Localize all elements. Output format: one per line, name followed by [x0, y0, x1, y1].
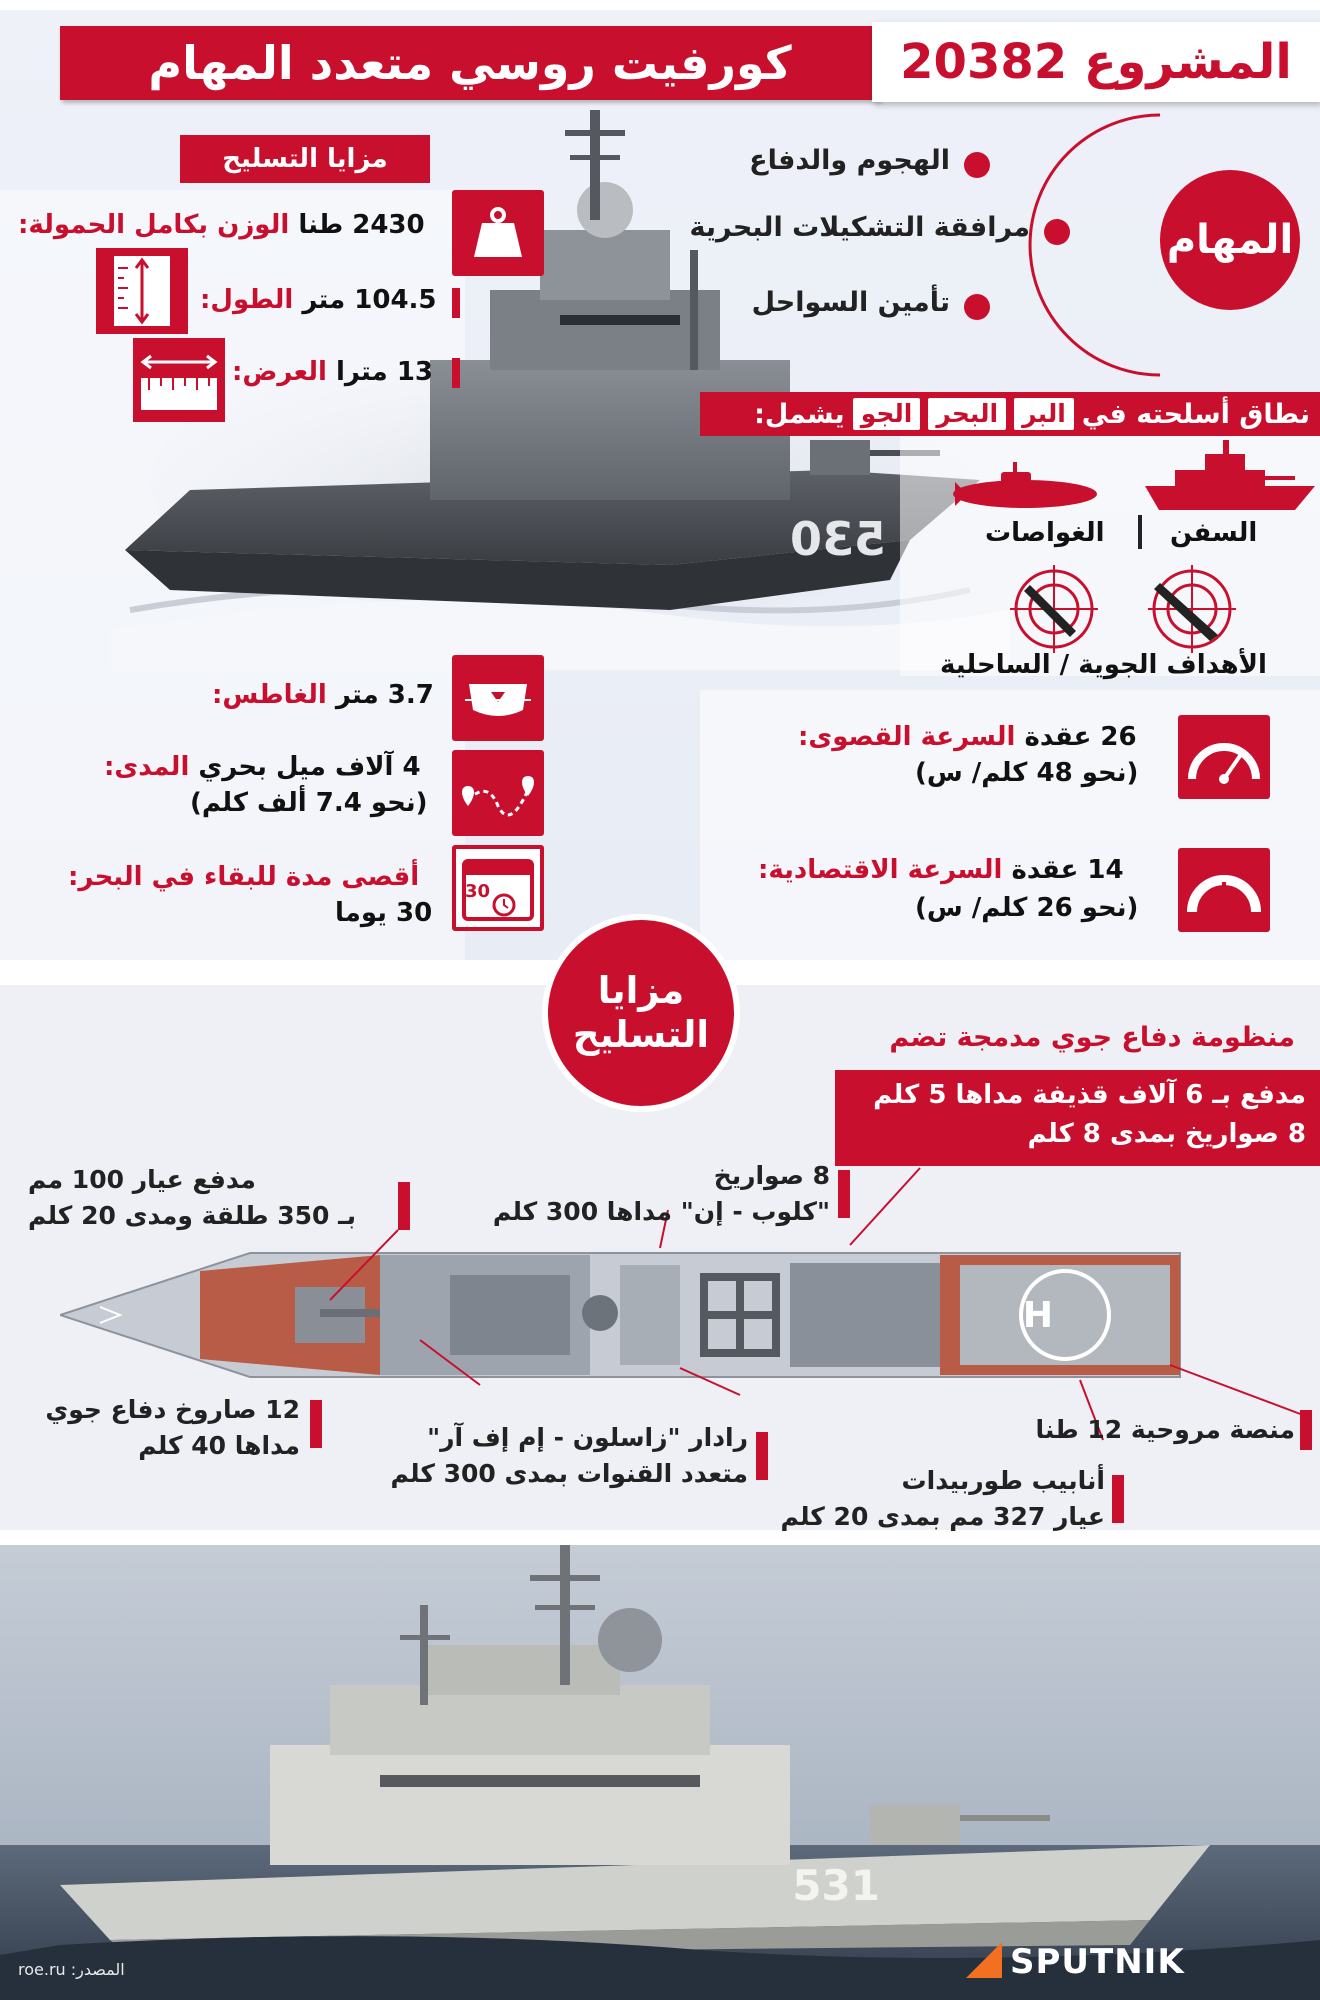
radar-line1: رادار "زاسلون - إم إف آر" [427, 1423, 748, 1452]
armament-heading-line2: التسليح [572, 1013, 710, 1056]
range-value-km: (نحو 7.4 ألف كلم) [190, 788, 428, 818]
title-banner [60, 26, 880, 100]
width-value: 13 مترا [335, 357, 434, 387]
endurance-label-text: أقصى مدة للبقاء في البحر: [68, 862, 420, 892]
gun-line1: مدفع عيار 100 مم [28, 1165, 256, 1194]
chip-air: الجو [853, 398, 921, 430]
source-credit: المصدر: roe.ru [18, 1960, 125, 1979]
air-defense-line1: مدفع بـ 6 آلاف قذيفة مداها 5 كلم [873, 1080, 1306, 1110]
width-spec [232, 357, 433, 387]
weight-value: 2430 طنا [298, 210, 425, 240]
mission-bullet [1044, 219, 1070, 245]
missiles-line2: "كلوب - إن" مداها 300 كلم [492, 1197, 830, 1227]
weight-icon [452, 190, 544, 276]
endurance-label [68, 862, 419, 892]
weight-spec [18, 210, 425, 240]
missions-heading [1160, 170, 1300, 310]
air-target-icon [1010, 565, 1098, 653]
accent-bar [398, 1182, 410, 1230]
draft-label: الغاطس: [212, 680, 327, 710]
weapons-range-bar [700, 392, 1320, 436]
air-defense-line2: 8 صواريخ بمدى 8 كلم [1027, 1119, 1306, 1149]
submarine-icon [945, 462, 1097, 510]
accent-bar [452, 288, 460, 318]
torpedo-line2: عيار 327 مم بمدى 20 كلم [780, 1502, 1105, 1532]
max-speed-label: السرعة القصوى: [798, 722, 1016, 752]
coastal-target-icon [1148, 565, 1236, 653]
max-speed-spec [798, 722, 1137, 752]
missiles-callout [450, 1158, 830, 1231]
features-tag [180, 135, 430, 183]
range-label: المدى: [104, 752, 190, 782]
calendar-day-number: 30 [464, 881, 490, 902]
corvette-photo [0, 1545, 1320, 2000]
calendar-icon [452, 845, 544, 931]
accent-bar [310, 1400, 322, 1448]
mission-bullet [964, 152, 990, 178]
max-speed-value: 26 عقدة [1024, 722, 1137, 752]
endurance-value: 30 يوما [335, 898, 433, 928]
ships-label: السفن [1170, 518, 1258, 548]
missiles-line1: 8 صواريخ [713, 1161, 830, 1190]
targets-label: الأهداف الجوية / الساحلية [940, 650, 1267, 680]
helipad-line1: منصة مروحية 12 طنا [1035, 1415, 1295, 1444]
sputnik-brand: SPUTNIK [1010, 1942, 1185, 1982]
project-number: المشروع 20382 [900, 34, 1292, 90]
hull-number-530: 530 [790, 512, 887, 566]
features-tag-text: مزايا التسليح [222, 144, 388, 174]
speedometer-eco-icon [1178, 848, 1270, 932]
weapons-range-label: نطاق أسلحته في [1081, 398, 1310, 430]
separator [1138, 515, 1142, 549]
sputnik-logo-icon [962, 1938, 1006, 1982]
mission-item-2: مرافقة التشكيلات البحرية [689, 212, 1030, 243]
title-project-box [872, 22, 1320, 102]
eco-speed-label: السرعة الاقتصادية: [758, 855, 1003, 885]
torpedo-line1: أنابيب طوربيدات [901, 1466, 1105, 1495]
route-icon [452, 750, 544, 836]
radar-callout [338, 1420, 748, 1493]
eco-speed-kmh: (نحو 26 كلم/ س) [915, 893, 1139, 923]
sam-line2: مداها 40 كلم [138, 1431, 300, 1461]
gun-line2: بـ 350 طلقة ومدى 20 كلم [28, 1201, 357, 1231]
chip-land: البر [1014, 398, 1074, 430]
armament-heading-line1: مزايا [597, 968, 685, 1012]
corvette-illustration [110, 110, 1010, 670]
torpedo-callout [730, 1463, 1105, 1536]
ruler-vertical-icon [96, 248, 188, 334]
radar-line2: متعدد القنوات بمدى 300 كلم [390, 1459, 748, 1489]
sam-callout [10, 1392, 300, 1465]
eco-speed-value: 14 عقدة [1011, 855, 1124, 885]
length-value: 104.5 متر [302, 285, 437, 315]
accent-bar [1300, 1410, 1312, 1450]
mission-item-3: تأمين السواحل [751, 287, 950, 318]
range-value: 4 آلاف ميل بحري [198, 752, 421, 782]
range-spec [104, 752, 421, 782]
air-defense-title: منظومة دفاع جوي مدمجة تضم [889, 1022, 1295, 1053]
sam-line1: 12 صاروخ دفاع جوي [45, 1395, 300, 1424]
length-spec [200, 285, 437, 315]
accent-bar [452, 358, 460, 388]
mission-item-1: الهجوم والدفاع [749, 145, 950, 176]
hull-number-531: 531 [792, 1861, 880, 1910]
title-text: كورفيت روسي متعدد المهام [148, 36, 792, 90]
chip-sea: البحر [928, 398, 1006, 430]
max-speed-kmh: (نحو 48 كلم/ س) [915, 758, 1139, 788]
draft-spec [212, 680, 434, 710]
eco-speed-spec [758, 855, 1124, 885]
draft-value: 3.7 متر [335, 680, 434, 710]
missions-heading-text: المهام [1166, 217, 1294, 263]
mission-bullet [964, 294, 990, 320]
ship-icon [1145, 440, 1315, 512]
speedometer-max-icon [1178, 715, 1270, 799]
length-label: الطول: [200, 285, 294, 315]
accent-bar [1112, 1475, 1124, 1523]
helipad-h-glyph: H [1022, 1295, 1053, 1336]
gun-callout [28, 1162, 388, 1235]
helipad-callout [1005, 1412, 1295, 1448]
weight-label: الوزن بكامل الحمولة: [18, 210, 290, 240]
submarines-label: الغواصات [985, 518, 1105, 548]
accent-bar [838, 1170, 850, 1218]
armament-heading [548, 920, 734, 1106]
draft-icon [452, 655, 544, 741]
ruler-horizontal-icon [133, 338, 225, 422]
width-label: العرض: [232, 357, 327, 387]
weapons-range-suffix: يشمل: [754, 398, 845, 430]
